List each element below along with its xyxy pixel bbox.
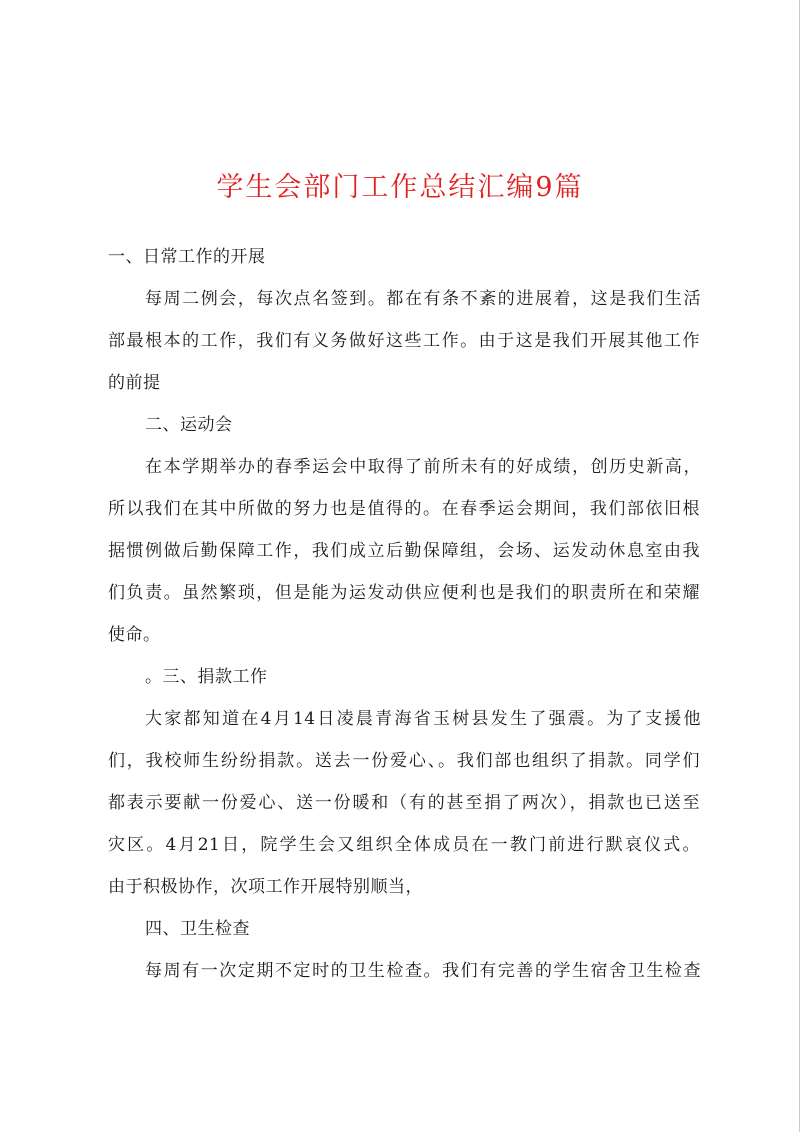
paragraph-line: 的前提	[108, 373, 161, 393]
document-title: 学生会部门工作总结汇编9篇	[216, 172, 584, 203]
section-heading-daily-work: 一、日常工作的开展	[108, 247, 266, 267]
paragraph-line: 大家都知道在4月14日凌晨青海省玉树县发生了强震。为了支援他	[145, 709, 701, 729]
paragraph-line: 都表示要献一份爱心、送一份暖和（有的甚至捐了两次），捐款也已送至	[108, 793, 700, 813]
section-heading-donation: 。三、捐款工作	[145, 667, 268, 687]
paragraph-line: 据惯例做后勤保障工作，我们成立后勤保障组，会场、运发动休息室由我	[108, 541, 700, 561]
paragraph-line: 们，我校师生纷纷捐款。送去一份爱心、。我们部也组织了捐款。同学们	[108, 751, 700, 771]
paragraph-line: 每周二例会，每次点名签到。都在有条不紊的进展着，这是我们生活	[145, 289, 701, 309]
paragraph-line: 们负责。虽然繁琐，但是能为运发动供应便利也是我们的职责所在和荣耀	[108, 583, 700, 603]
paragraph-line: 使命。	[108, 625, 161, 645]
paragraph-line: 每周有一次定期不定时的卫生检查。我们有完善的学生宿舍卫生检查	[145, 961, 701, 981]
section-heading-sports-meet: 二、运动会	[145, 415, 233, 435]
paragraph-line: 部最根本的工作，我们有义务做好这些工作。由于这是我们开展其他工作	[108, 331, 700, 351]
paragraph-line: 由于积极协作，次项工作开展特别顺当，	[108, 877, 423, 897]
paragraph-line: 灾区。4月21日，院学生会又组织全体成员在一教门前进行默哀仪式。	[108, 835, 700, 855]
paragraph-line: 所以我们在其中所做的努力也是值得的。在春季运会期间，我们部依旧根	[108, 499, 700, 519]
section-heading-hygiene-check: 四、卫生检查	[145, 919, 250, 939]
paragraph-line: 在本学期举办的春季运会中取得了前所未有的好成绩，创历史新高，	[145, 457, 701, 477]
